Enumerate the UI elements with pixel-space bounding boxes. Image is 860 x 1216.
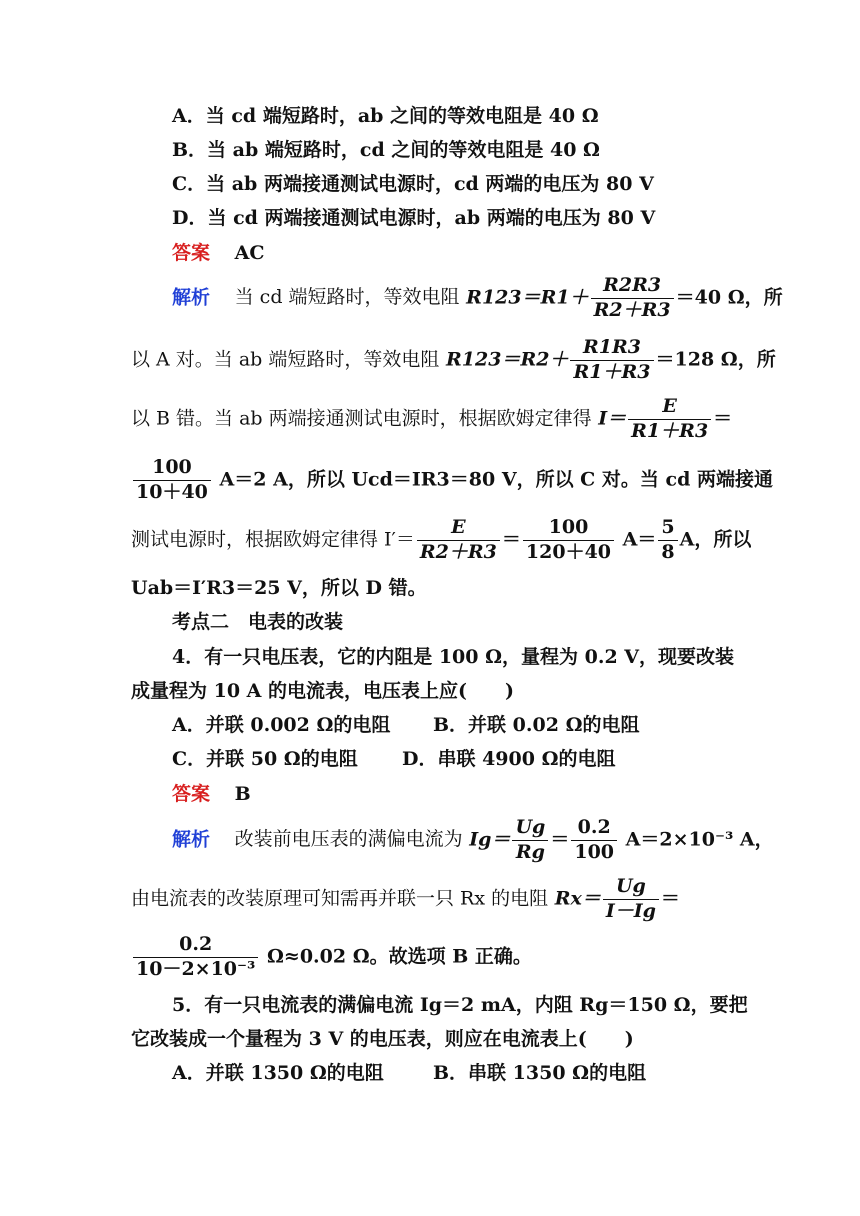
question-5-option-b: B．串联 1350 Ω的电阻 [433,1062,647,1084]
question-4-option-c: C．并联 50 Ω的电阻 [172,748,358,770]
answer-row [172,785,251,804]
analysis-line-2: 以 A 对。当 ab 端短路时，等效电阻 R123＝R2＋ $\frac{R1R3}{R1+R3}$ ＝128 Ω，所 [131,336,776,383]
fraction: $\frac{E}{R2+R3}$ [417,518,500,563]
question-4-line-1: 4．有一只电压表，它的内阻是 100 Ω，量程为 0.2 V，现要改装 [172,646,735,668]
option-b: B．当 ab 端短路时，cd 之间的等效电阻是 40 Ω [172,139,600,161]
fraction: $\frac{Ug}{I-Ig}$ [603,877,659,922]
answer-row [172,244,265,263]
answer-label: 答案 [172,783,211,805]
fraction: $\frac{Ug}{Rg}$ [512,818,548,863]
fraction: $\frac{100}{120+40}$ [523,518,614,563]
analysis-line-6: Uab＝I′R3＝25 V，所以 D 错。 [131,577,427,599]
option-d: D．当 cd 两端接通测试电源时，ab 两端的电压为 80 V [172,207,656,229]
analysis-line-2: 由电流表的改装原理可知需再并联一只 Rx 的电阻 Rx＝ $\frac{Ug}{I-Ig}$ ＝ [131,875,680,922]
fraction: $\frac{E}{R1+R3}$ [628,397,711,442]
analysis-label: 解析 [172,828,211,851]
option-a: A．当 cd 端短路时，ab 之间的等效电阻是 40 Ω [172,105,599,127]
analysis-line-4: $\frac{100}{10+40}$ A＝2 A，所以 Ucd＝IR3＝80 V，所以 C 对。当 cd 两端接通 [131,458,773,503]
analysis-label: 解析 [172,286,211,309]
question-4-option-d: D．串联 4900 Ω的电阻 [402,748,616,770]
question-5-option-a: A．并联 1350 Ω的电阻 [172,1062,384,1084]
option-c: C．当 ab 两端接通测试电源时，cd 两端的电压为 80 V [172,173,654,195]
answer-label: 答案 [172,242,211,264]
fraction: $\frac{0.2}{\text{10－2×10⁻³}}$ [133,935,258,980]
answer-value: B [234,783,251,805]
question-4-option-a: A．并联 0.002 Ω的电阻 [172,714,391,736]
analysis-line-5: 测试电源时，根据欧姆定律得 I′＝ $\frac{E}{R2+R3}$ ＝ $\frac{100}{120+40}$ A＝ $\frac{5}{8}$ A，所以 [131,516,752,563]
question-4-option-b: B．并联 0.02 Ω的电阻 [433,714,640,736]
fraction: $\frac{5}{8}$ [658,518,677,563]
analysis-line-3: $\frac{0.2}{\text{10－2×10⁻³}}$ Ω≈0.02 Ω。故选项 B 正确。 [131,935,532,980]
analysis-line-3: 以 B 错。当 ab 两端接通测试电源时，根据欧姆定律得 I＝ $\frac{E}{R1+R3}$ ＝ [131,395,733,442]
question-4-line-2: 成量程为 10 A 的电流表，电压表上应( ) [131,680,515,702]
question-5-line-2: 它改装成一个量程为 3 V 的电压表，则应在电流表上( ) [131,1028,634,1050]
analysis-line-1: 解析 改装前电压表的满偏电流为 Ig＝ $\frac{Ug}{Rg}$ ＝ $\frac{0.2}{100}$ A＝2×10⁻³ A， [172,816,774,863]
question-5-line-1: 5．有一只电流表的满偏电流 Ig＝2 mA，内阻 Rg＝150 Ω，要把 [172,994,748,1016]
analysis-line-1: 解析 当 cd 端短路时，等效电阻 R123＝R1＋ $\frac{R2R3}{R2+R3}$ ＝40 Ω，所 [172,274,783,321]
section-heading: 考点二 电表的改装 [172,611,344,633]
fraction: $\frac{R2R3}{R2+R3}$ [591,276,674,321]
answer-value: AC [234,242,265,264]
fraction: $\frac{0.2}{100}$ [571,818,617,863]
fraction: $\frac{R1R3}{R1+R3}$ [570,338,653,383]
fraction: $\frac{100}{10+40}$ [133,458,211,503]
